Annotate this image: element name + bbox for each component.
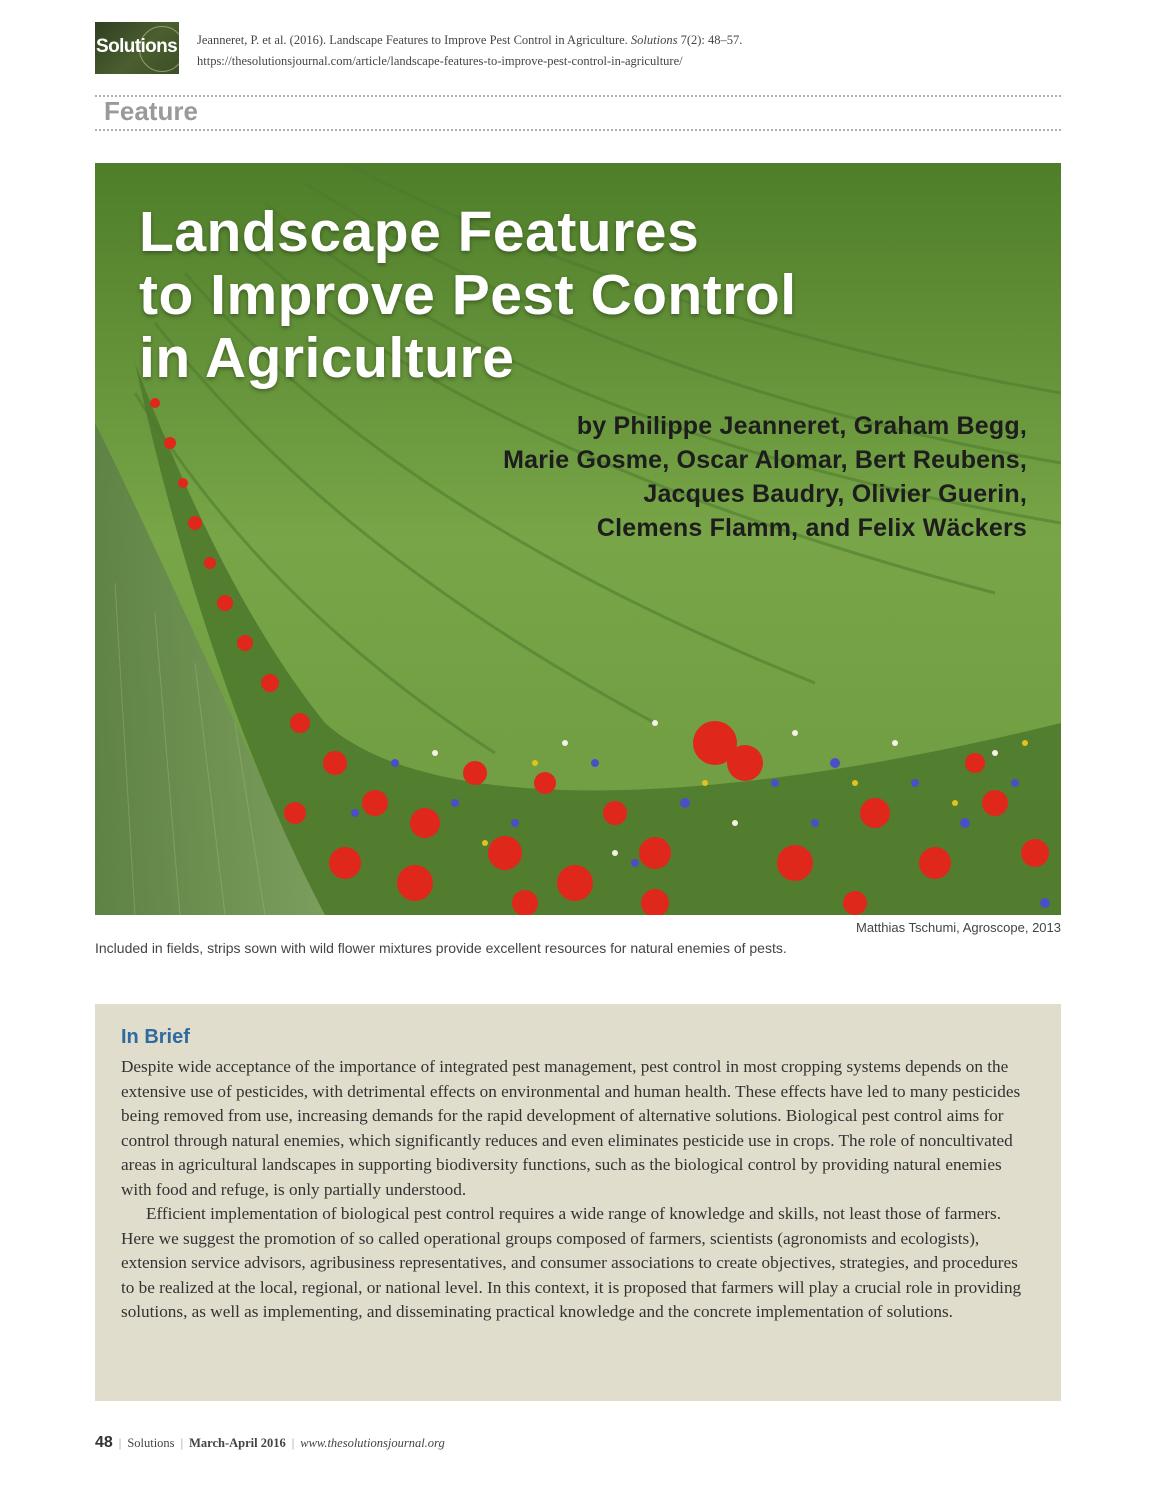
footer-separator: | (118, 1436, 122, 1450)
citation-line-1 (197, 30, 742, 51)
photo-caption: Included in fields, strips sown with wild flower mixtures provide excellent resources for natural enemies of pests. (95, 940, 787, 956)
citation-authors: Jeanneret, P. et al. (2016). Landscape Features to Improve Pest Control in Agriculture. (197, 33, 628, 47)
article-title (139, 201, 797, 390)
footer-separator: | (180, 1436, 184, 1450)
article-authors (503, 409, 1027, 545)
section-divider (95, 129, 1061, 131)
title-line: Landscape Features (139, 200, 700, 264)
top-divider (95, 95, 1061, 97)
solutions-logo (95, 22, 179, 74)
in-brief-paragraph: Despite wide acceptance of the importance of integrated pest management, pest control in most cropping systems depends on the extensive use of pesticides, with detrimental effects on environmental and human health. These effects have led to many pesticides being removed from use, increasing demands for the rapid development of alternative solutions. Biological pest control aims for control through natural enemies, which significantly reduces and even eliminates pesticide use in crops. The role of noncultivated areas in agricultural landscapes in supporting biodiversity functions, such as the biological control by providing natural enemies with food and refuge, is only partially understood. (121, 1057, 1021, 1199)
photo-credit: Matthias Tschumi, Agroscope, 2013 (856, 920, 1061, 935)
citation-journal: Solutions (630, 33, 678, 47)
footer-url[interactable]: www.thesolutionsjournal.org (300, 1436, 445, 1450)
author-line: Jacques Baudry, Olivier Guerin, (643, 480, 1027, 508)
page-number: 48 (95, 1434, 113, 1451)
page-footer (95, 1434, 445, 1452)
author-line: Marie Gosme, Oscar Alomar, Bert Reubens, (503, 446, 1027, 474)
footer-separator: | (291, 1436, 295, 1450)
in-brief-paragraph: Efficient implementation of biological pest control requires a wide range of knowledge and skills, not least those of farmers. Here we suggest the promotion of so called operational groups composed of farmers, scientists (agronomists and ecologists), extension service advisors, agribusiness representatives, and consumer associations to create objectives, strategies, and procedures to be realized at the local, regional, or national level. In this context, it is proposed that farmers will play a crucial role in providing solutions, as well as implementing, and disseminating practical knowledge and the concrete implementation of solutions. (121, 1204, 1022, 1321)
footer-journal: Solutions (127, 1436, 175, 1450)
citation (197, 30, 742, 72)
citation-url[interactable]: https://thesolutionsjournal.com/article/landscape-features-to-improve-pest-control-in-agriculture/ (197, 54, 683, 68)
in-brief-box (95, 1004, 1061, 1401)
in-brief-title: In Brief (121, 1026, 190, 1048)
hero-photo (95, 163, 1061, 915)
title-line: in Agriculture (139, 326, 515, 390)
author-line: Clemens Flamm, and Felix Wäckers (596, 514, 1027, 542)
logo-text: Solutions (96, 36, 178, 57)
footer-issue: March-April 2016 (189, 1436, 286, 1450)
citation-volume: 7(2): 48–57. (680, 33, 743, 47)
section-label: Feature (104, 96, 198, 126)
author-line: by Philippe Jeanneret, Graham Begg, (576, 412, 1027, 440)
title-line: to Improve Pest Control (139, 263, 797, 327)
